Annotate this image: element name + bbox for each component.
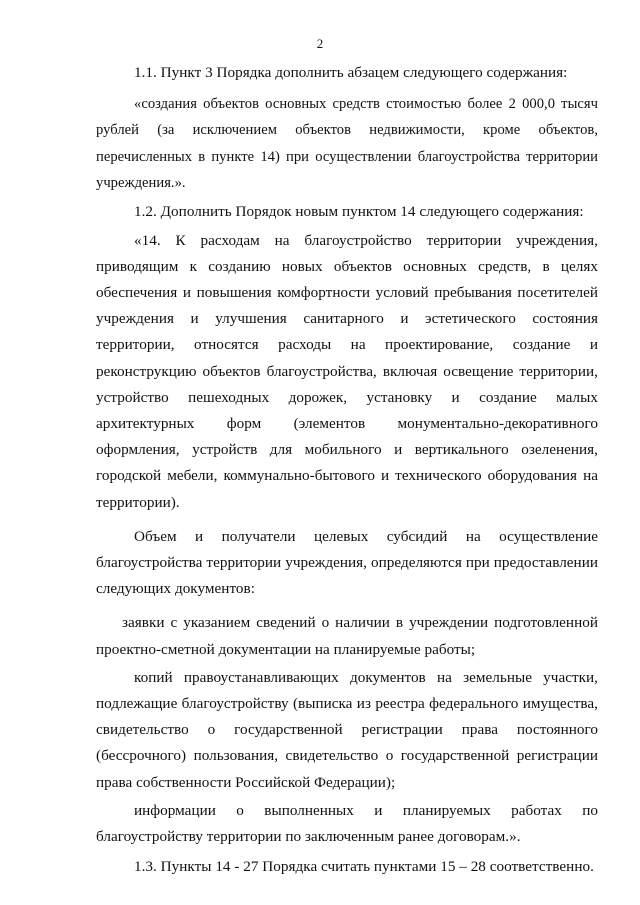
- paragraph-item-14: «14. К расходам на благоустройство территории учреждения, приводящим к созданию новых объектов основных средств, в целях обеспечения и повышения комфортности условий пребывания посетителей учреждения и улучшения санитарного и эстетического состояния территории, относятся расходы на проектирование, создание и реконструкцию объектов благоустройства, включая освещение территории, устройство пешеходных дорожек, установку и создание малых архитектурных форм (элементов монументально-декоративного оформления, устройств для мобильного и вертикального озеленения, городской мебели, коммунально-бытового и технического оборудования на территории).: [96, 231, 598, 511]
- paragraph-subsidy-volume: Объем и получатели целевых субсидий на осуществление благоустройства территории учреждения, определяются при предоставлении следующих документов:: [96, 527, 598, 598]
- paragraph-title-documents: копий правоустанавливающих документов на земельные участки, подлежащие благоустройству (выписка из реестра федерального имущества, свидетельство о государственной регистрации права постоянного (бессрочного) пользования, свидетельство о государственной регистрации права собственности Российской Федерации);: [96, 668, 598, 791]
- paragraph-1-3: 1.3. Пункты 14 - 27 Порядка считать пунктами 15 – 28 соответственно.: [134, 858, 594, 876]
- paragraph-1-1: 1.1. Пункт 3 Порядка дополнить абзацем следующего содержания:: [134, 64, 568, 81]
- page-number: 2: [316, 36, 324, 51]
- paragraph-1-2: 1.2. Дополнить Порядок новым пунктом 14 следующего содержания:: [134, 202, 584, 220]
- document-body: [96, 60, 598, 880]
- paragraph-information: информации о выполненных и планируемых работах по благоустройству территории по заключенным ранее договорам.».: [96, 801, 598, 846]
- paragraph-application: заявки с указанием сведений о наличии в учреждении подготовленной проектно-сметной документации на планируемые работы;: [96, 614, 598, 658]
- paragraph-quote-creation: «создания объектов основных средств стоимостью более 2 000,0 тысяч рублей (за исключением объектов недвижимости, кроме объектов, перечисленных в пункте 14) при осуществлении благоустройства территории учреждения.».: [96, 95, 598, 192]
